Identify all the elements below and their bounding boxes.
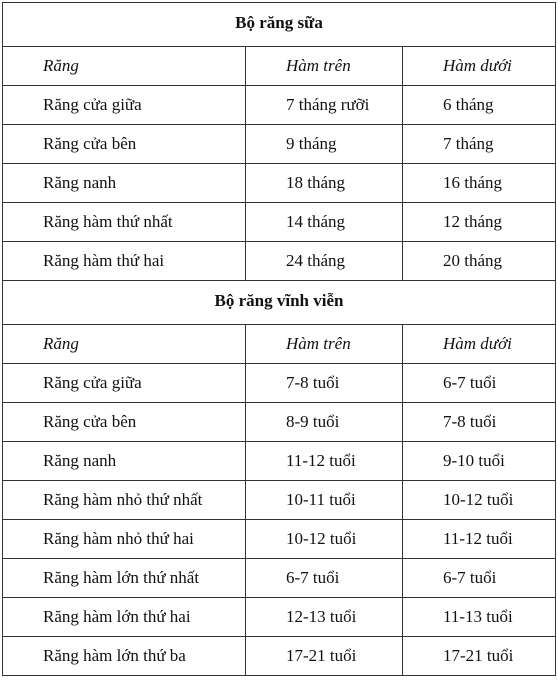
upper-jaw-cell: 10-11 tuổi (246, 481, 403, 520)
upper-jaw-cell: 8-9 tuổi (246, 403, 403, 442)
upper-jaw-cell: 18 tháng (246, 164, 403, 203)
column-header-tooth: Răng (3, 47, 246, 86)
lower-jaw-cell: 20 tháng (403, 242, 556, 281)
column-header-tooth: Răng (3, 325, 246, 364)
tooth-name-cell: Răng hàm lớn thứ ba (3, 637, 246, 676)
tooth-name-cell: Răng hàm nhỏ thứ hai (3, 520, 246, 559)
table-row (3, 442, 556, 481)
table-row (3, 598, 556, 637)
column-header-lower-jaw: Hàm dưới (403, 325, 556, 364)
lower-jaw-cell: 7 tháng (403, 125, 556, 164)
upper-jaw-cell: 7 tháng rưỡi (246, 86, 403, 125)
teeth-eruption-table (2, 2, 556, 676)
section-title-primary: Bộ răng sữa (3, 3, 556, 47)
table-row (3, 520, 556, 559)
table-row (3, 242, 556, 281)
upper-jaw-cell: 10-12 tuổi (246, 520, 403, 559)
lower-jaw-cell: 11-13 tuổi (403, 598, 556, 637)
column-header-lower-jaw: Hàm dưới (403, 47, 556, 86)
header-row-primary (3, 47, 556, 86)
tooth-name-cell: Răng hàm lớn thứ nhất (3, 559, 246, 598)
upper-jaw-cell: 7-8 tuổi (246, 364, 403, 403)
lower-jaw-cell: 6-7 tuổi (403, 559, 556, 598)
tooth-name-cell: Răng cửa bên (3, 125, 246, 164)
tooth-name-cell: Răng cửa giữa (3, 86, 246, 125)
section-row-primary (3, 3, 556, 47)
tooth-name-cell: Răng hàm nhỏ thứ nhất (3, 481, 246, 520)
upper-jaw-cell: 9 tháng (246, 125, 403, 164)
lower-jaw-cell: 12 tháng (403, 203, 556, 242)
table-row (3, 86, 556, 125)
upper-jaw-cell: 14 tháng (246, 203, 403, 242)
lower-jaw-cell: 6-7 tuổi (403, 364, 556, 403)
table-row (3, 125, 556, 164)
table-row (3, 164, 556, 203)
tooth-name-cell: Răng hàm lớn thứ hai (3, 598, 246, 637)
lower-jaw-cell: 6 tháng (403, 86, 556, 125)
upper-jaw-cell: 11-12 tuổi (246, 442, 403, 481)
table-body (3, 3, 556, 676)
tooth-name-cell: Răng nanh (3, 442, 246, 481)
table-row (3, 559, 556, 598)
lower-jaw-cell: 11-12 tuổi (403, 520, 556, 559)
tooth-name-cell: Răng cửa giữa (3, 364, 246, 403)
section-row-permanent (3, 281, 556, 325)
upper-jaw-cell: 24 tháng (246, 242, 403, 281)
table-row (3, 481, 556, 520)
upper-jaw-cell: 17-21 tuổi (246, 637, 403, 676)
section-title-permanent: Bộ răng vĩnh viễn (3, 281, 556, 325)
header-row-permanent (3, 325, 556, 364)
tooth-name-cell: Răng nanh (3, 164, 246, 203)
table-row (3, 364, 556, 403)
upper-jaw-cell: 6-7 tuổi (246, 559, 403, 598)
table-row (3, 203, 556, 242)
table-row (3, 403, 556, 442)
tooth-name-cell: Răng hàm thứ nhất (3, 203, 246, 242)
table-row (3, 637, 556, 676)
tooth-name-cell: Răng hàm thứ hai (3, 242, 246, 281)
tooth-name-cell: Răng cửa bên (3, 403, 246, 442)
column-header-upper-jaw: Hàm trên (246, 47, 403, 86)
column-header-upper-jaw: Hàm trên (246, 325, 403, 364)
lower-jaw-cell: 7-8 tuổi (403, 403, 556, 442)
lower-jaw-cell: 16 tháng (403, 164, 556, 203)
lower-jaw-cell: 10-12 tuổi (403, 481, 556, 520)
upper-jaw-cell: 12-13 tuổi (246, 598, 403, 637)
lower-jaw-cell: 17-21 tuổi (403, 637, 556, 676)
lower-jaw-cell: 9-10 tuổi (403, 442, 556, 481)
